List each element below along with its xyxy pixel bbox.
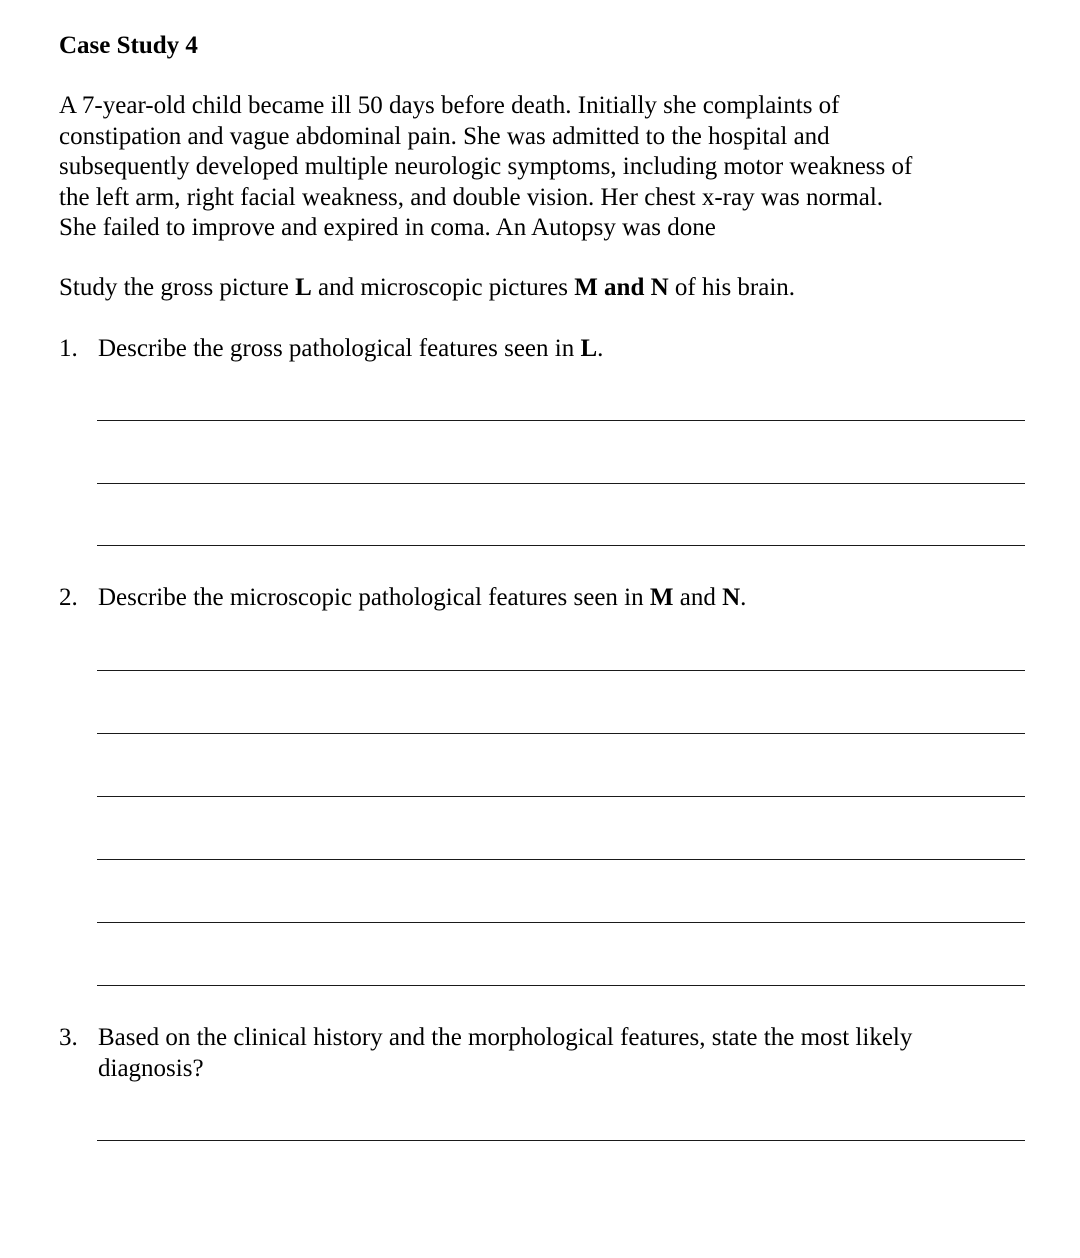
instruction-text: and microscopic pictures <box>311 274 575 301</box>
answer-line[interactable] <box>97 1140 1025 1141</box>
case-description <box>59 91 1049 244</box>
instruction-text: of his brain. <box>668 274 796 301</box>
question-number: 1. <box>59 335 78 362</box>
instruction-picture-l: L <box>295 274 312 301</box>
question-text <box>98 583 1039 614</box>
answer-line[interactable] <box>97 420 1025 421</box>
question-2 <box>59 583 1039 614</box>
question-3 <box>59 1023 1039 1084</box>
question-text <box>98 334 1039 365</box>
question-1-suffix: . <box>597 335 604 362</box>
case-description-line: subsequently developed multiple neurologic symptoms, including motor weakness of <box>59 153 913 180</box>
question-2-bold-n: N <box>722 584 741 611</box>
question-3-line: Based on the clinical history and the morphological features, state the most likely <box>98 1024 913 1051</box>
page-title: Case Study 4 <box>59 32 198 59</box>
answer-line[interactable] <box>97 985 1025 986</box>
question-3-line: diagnosis? <box>98 1054 204 1082</box>
answer-line[interactable] <box>97 859 1025 860</box>
answer-line[interactable] <box>97 922 1025 923</box>
answer-line[interactable] <box>97 670 1025 671</box>
case-description-line: She failed to improve and expired in coma. An Autopsy was done <box>59 214 716 241</box>
question-2-middle: and <box>673 584 723 611</box>
answer-line[interactable] <box>97 483 1025 484</box>
question-number: 3. <box>59 1024 78 1051</box>
case-description-line: the left arm, right facial weakness, and double vision. Her chest x-ray was normal. <box>59 183 884 211</box>
answer-line[interactable] <box>97 733 1025 734</box>
question-2-bold-m: M <box>649 584 674 611</box>
question-2-text: Describe the microscopic pathological features seen in <box>98 584 650 611</box>
question-text <box>98 1023 1039 1084</box>
answer-line[interactable] <box>97 796 1025 797</box>
instruction-text: Study the gross picture <box>59 274 296 301</box>
answer-line[interactable] <box>97 545 1025 546</box>
question-1-text: Describe the gross pathological features seen in <box>98 335 581 362</box>
instruction-pictures-mn: M and N <box>574 274 669 301</box>
case-description-line: constipation and vague abdominal pain. She was admitted to the hospital and <box>59 122 830 150</box>
question-2-suffix: . <box>740 584 747 611</box>
question-number: 2. <box>59 584 78 611</box>
study-instruction <box>59 273 795 303</box>
question-1 <box>59 334 1039 365</box>
question-1-bold: L <box>580 335 598 362</box>
case-description-line: A 7-year-old child became ill 50 days before death. Initially she complaints of <box>59 92 840 119</box>
